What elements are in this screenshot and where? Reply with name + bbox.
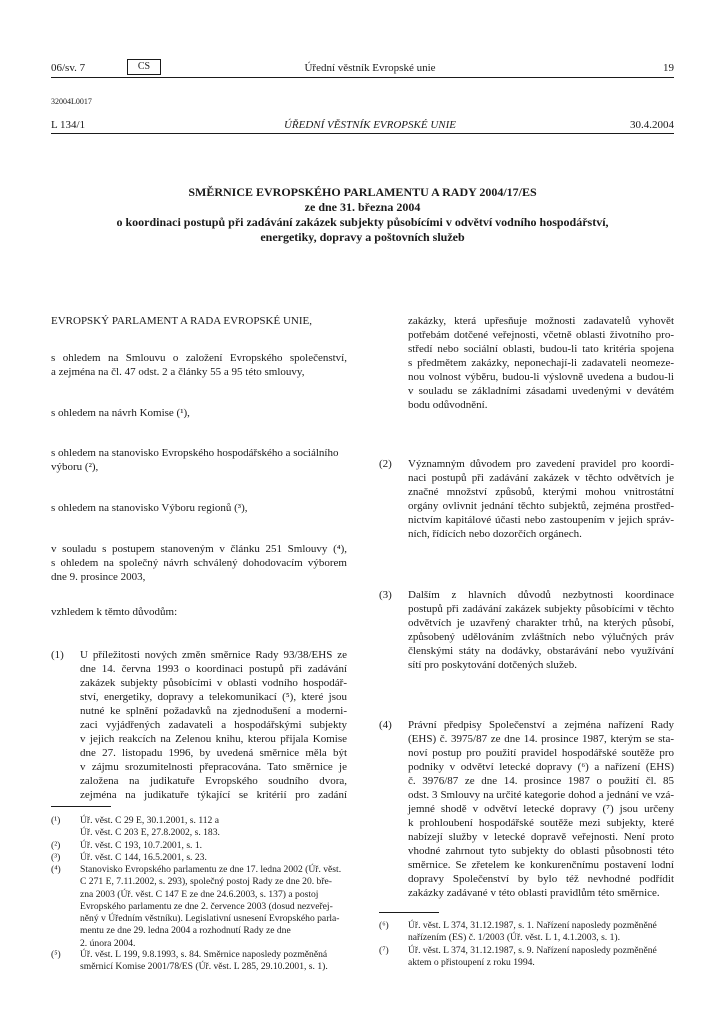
footnote-7: Úř. věst. L 374, 31.12.1987, s. 9. Nařízení naposledy pozměněné aktem o přistoupení z roku 1994. <box>408 945 657 969</box>
footnote-5: Úř. věst. L 199, 9.8.1993, s. 84. Směrnice naposledy pozměněná směrnicí Komise 2001/78/ES (Úř. věst. L 285, 29.10.2001, s. 1). <box>80 949 328 973</box>
footnote-6: Úř. věst. L 374, 31.12.1987, s. 1. Nařízení naposledy pozměněné nařízením (ES) č. 1/2003 (Úř. věst. L 1, 4.1.2003, s. 1). <box>408 920 657 944</box>
document-number: 32004L0017 <box>51 97 92 106</box>
footnote-4: Stanovisko Evropského parlamentu ze dne 17. ledna 2002 (Úř. věst. C 271 E, 7.11.2002, s. 293), společný postoj Rady ze dne 20. bře- zna 2003 (Úř. věst. C 147 E ze dne 24.6.2003, s. 137) a postoj Evropského parlamentu ze dne 2. července 2003 (dosud nezveřej- něný v Úředním věstníku). Legislativní usnesení Evropského parla- mentu ze dne 29. ledna 2004 a rozhodnutí Rady ze dne 2. února 2004. <box>80 864 342 949</box>
edition-number: 06/sv. 7 <box>51 62 86 74</box>
footnote-divider <box>379 912 439 913</box>
recital-4: Právní předpisy Společenství a zejména nařízení Rady (EHS) č. 3975/87 ze dne 14. prosince 1987, kterým se sta- noví postup pro použití pravidel hospodářské soutěže pro podniky v odvětví letecké dopravy (⁶) a nařízení (EHS) č. 3976/87 ze dne 14. prosince 1987 o použití čl. 85 odst. 3 Smlouvy na určité kategorie dohod a jednání ve vzá- jemné shodě v odvětví letecké dopravy (⁷) jsou určeny k prohloubení hospodářské soutěže mezi subjekty, které nabízejí služby v letecké dopravě veřejnosti. Není proto vhodné zahrnout tyto subjekty do oblasti působnosti této směrnice. Se zřetelem ke konkurenčnímu postavení lodní dopravy Společenství by bylo též nevhodné podřídit zakázky zadávané v této oblasti pravidlům této směrnice. <box>408 719 674 899</box>
series-number: L 134/1 <box>51 119 86 131</box>
official-journal-title: ÚŘEDNÍ VĚSTNÍK EVROPSKÉ UNIE <box>283 119 456 131</box>
citation-procedure: v souladu s postupem stanoveným v článku 251 Smlouvy (⁴), s ohledem na společný návrh schválený dohodovacím výborem dne 9. prosince 2003, <box>51 543 347 583</box>
page-number: 19 <box>663 62 674 74</box>
directive-subject: o koordinaci postupů při zadávání zakázek subjekty působícími v odvětví vodního hospodářství, <box>116 215 609 229</box>
directive-subject-continued: energetiky, dopravy a poštovních služeb <box>260 230 465 244</box>
language-badge: CS <box>127 59 161 75</box>
footnote-number: (¹) <box>51 815 61 826</box>
publication-date: 30.4.2004 <box>630 119 674 131</box>
header-divider <box>51 77 674 78</box>
journal-title: Úřední věstník Evropské unie <box>304 62 436 74</box>
citation-treaty: s ohledem na Smlouvu o založení Evropského společenství, a zejména na čl. 47 odst. 2 a články 55 a 95 této smlouvy, <box>51 352 347 378</box>
footnote-3: Úř. věst. C 144, 16.5.2001, s. 23. <box>80 852 207 863</box>
recital-2: Významným důvodem pro zavedení pravidel pro koordi- naci postupů při zadávání zakázek v těchto odvětvích je značné množství způsobů, kterými mohou vnitrostátní orgány ovlivnit jednání těchto subjektů, zejména prostřed- nictvím kapitálové účasti nebo zastoupením v jejich správ- ních, řídících nebo dozorčích orgánech. <box>408 458 674 540</box>
whereas-intro: vzhledem k těmto důvodům: <box>51 606 178 618</box>
preamble-parties: EVROPSKÝ PARLAMENT A RADA EVROPSKÉ UNIE, <box>51 315 312 327</box>
footnote-number: (²) <box>51 840 61 851</box>
recital-number: (3) <box>379 589 392 601</box>
footnote-1: Úř. věst. C 29 E, 30.1.2001, s. 112 a Úř. věst. C 203 E, 27.8.2002, s. 183. <box>80 815 220 839</box>
series-divider <box>51 133 674 134</box>
recital-number: (4) <box>379 719 392 731</box>
recital-1-continued: zakázky, která upřesňuje možnosti zadavatelů vyhovět potřebám dotčené veřejnosti, včetně oblasti životního pro- středí nebo sociální oblasti, budou-li tato kritéria spojena s předmětem zakázky, neponechají-li zadavateli neomeze- nou volnost výběru, budou-li výslovně uvedena a budou-li v souladu se základními zásadami uvedenými v devátém bodu odůvodnění. <box>408 315 674 411</box>
recital-number: (2) <box>379 458 392 470</box>
citation-commission: s ohledem na návrh Komise (¹), <box>51 407 190 419</box>
footnote-number: (⁷) <box>379 945 389 956</box>
citation-regions: s ohledem na stanovisko Výboru regionů (³), <box>51 502 248 514</box>
directive-title: SMĚRNICE EVROPSKÉHO PARLAMENTU A RADY 2004/17/ES <box>188 185 537 199</box>
footnote-number: (⁴) <box>51 864 61 875</box>
recital-number: (1) <box>51 649 64 661</box>
footnote-divider <box>51 806 111 807</box>
recital-1: U příležitosti nových změn směrnice Rady 93/38/EHS ze dne 14. června 1993 o koordinaci postupů při zadávání zakázek subjekty působícími v oblasti vodního hospodář- ství, energetiky, dopravy a telekomunikací (⁵), které jsou nutné ke splnění požadavků na zjednodušení a moderni- zaci vyjádřených zadavateli a hospodářskými subjekty v jejich reakcích na Zelenou knihu, kterou přijala Komise dne 27. listopadu 1996, by uvedená směrnice měla být v zájmu srozumitelnosti přepracována. Tato směrnice je založena na judikatuře Evropského soudního dvora, zejména na judikatuře týkající se kritérií pro zadání <box>80 649 347 801</box>
citation-ecosoc: s ohledem na stanovisko Evropského hospodářského a sociálního výboru (²), <box>51 447 339 473</box>
footnote-2: Úř. věst. C 193, 10.7.2001, s. 1. <box>80 840 203 851</box>
footnote-number: (³) <box>51 852 61 863</box>
recital-3: Dalším z hlavních důvodů nezbytnosti koordinace postupů při zadávání zakázek subjekty působícími v těchto odvětvích je uzavřený charakter trhů, na kterých působí, způsobený udělováním zvláštních nebo výlučných práv členskými státy na dodávky, obstarávání nebo využívání sítí pro poskytování dotčených služeb. <box>408 589 674 671</box>
directive-date: ze dne 31. března 2004 <box>304 200 421 214</box>
footnote-number: (⁵) <box>51 949 61 960</box>
footnote-number: (⁶) <box>379 920 389 931</box>
